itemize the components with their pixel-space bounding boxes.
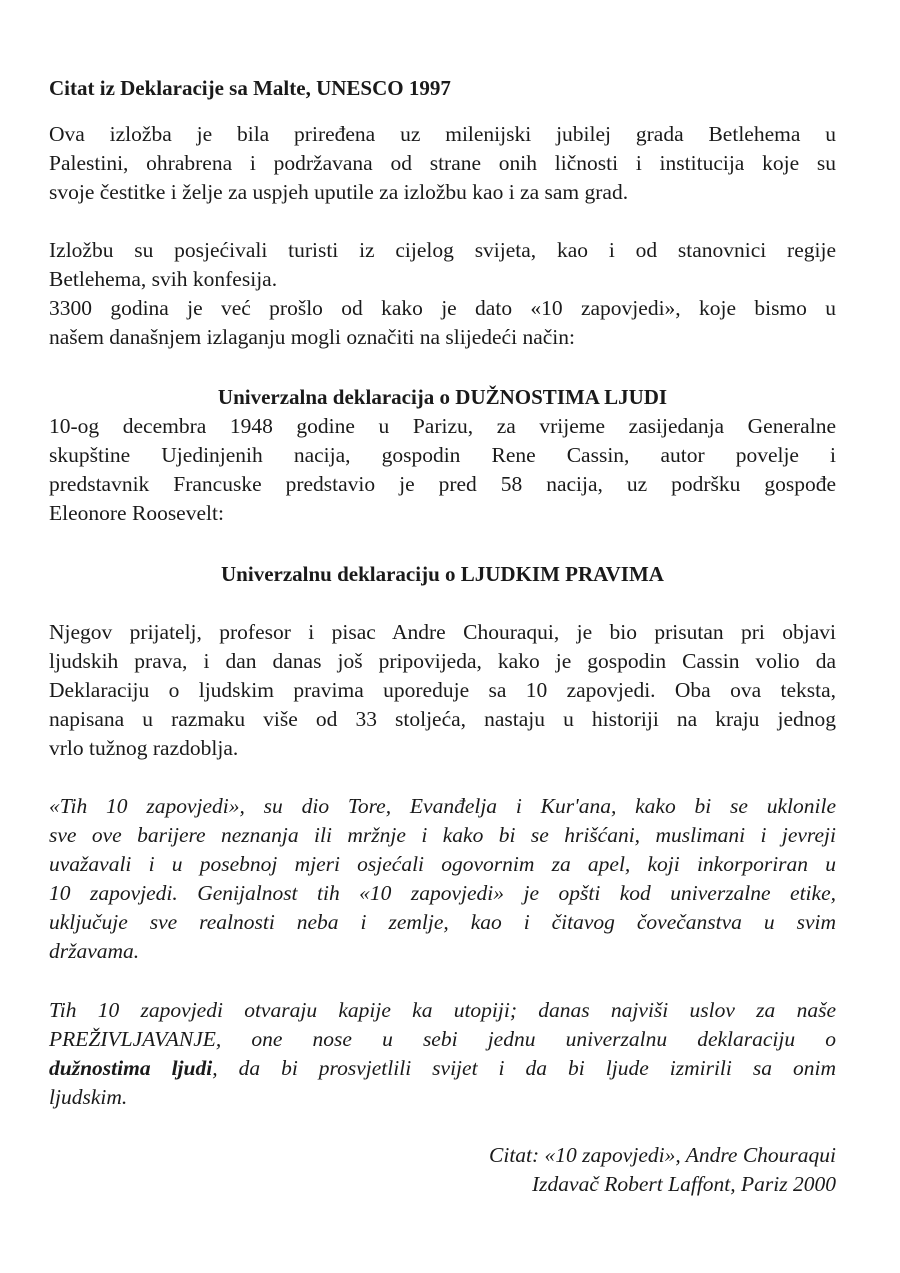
text-line: 10 zapovjedi. Genijalnost tih «10 zapovjedi» je opšti kod univerzalne etike,: [49, 881, 836, 905]
text-line: ljudskim.: [49, 1085, 128, 1109]
document-title: Citat iz Deklaracije sa Malte, UNESCO 1997: [49, 76, 451, 100]
text-line: napisana u razmaku više od 33 stoljeća, nastaju u historiji na kraju jednog: [49, 707, 836, 731]
text-line: 10-og decembra 1948 godine u Parizu, za vrijeme zasijedanja Generalne: [49, 414, 836, 438]
text-line: 3300 godina je već prošlo od kako je dato «10 zapovjedi», koje bismo u: [49, 296, 836, 320]
text-span: , da bi prosvjetlili svijet i da bi ljude izmirili sa onim: [212, 1056, 836, 1080]
text-line: uključuje sve realnosti neba i zemlje, kao i čitavog čovečanstva u svim: [49, 910, 836, 934]
text-line: uvažavali i u posebnoj mjeri osjećali ogovornim za apel, koji inkorporiran u: [49, 852, 836, 876]
text-line: državama.: [49, 939, 140, 963]
text-line: Tih 10 zapovjedi otvaraju kapije ka utopiji; danas najviši uslov za naše: [49, 998, 836, 1022]
text-line: Ova izložba je bila priređena uz milenijski jubilej grada Betlehema u: [49, 122, 836, 146]
section-heading-rights: Univerzalnu deklaraciju o LJUDKIM PRAVIMA: [221, 562, 664, 586]
citation-publisher: Izdavač Robert Laffont, Pariz 2000: [532, 1172, 836, 1196]
citation-source: Citat: «10 zapovjedi», Andre Chouraqui: [489, 1143, 836, 1167]
text-line: Palestini, ohrabrena i podržavana od strane onih ličnosti i institucija koje su: [49, 151, 836, 175]
text-line: svoje čestitke i želje za uspjeh uputile za izložbu kao i za sam grad.: [49, 180, 629, 204]
text-line: skupštine Ujedinjenih nacija, gospodin Rene Cassin, autor povelje i: [49, 443, 836, 467]
text-line: Deklaraciju o ljudskim pravima uporeduje sa 10 zapovjedi. Oba ova teksta,: [49, 678, 836, 702]
text-line: ljudskih prava, i dan danas još pripovijeda, kako je gospodin Cassin volio da: [49, 649, 836, 673]
text-line: našem današnjem izlaganju mogli označiti na slijedeći način:: [49, 325, 575, 349]
text-line: Njegov prijatelj, profesor i pisac Andre Chouraqui, je bio prisutan pri objavi: [49, 620, 836, 644]
section-heading-duties: Univerzalna deklaracija o DUŽNOSTIMA LJUDI: [217, 385, 668, 409]
text-line: PREŽIVLJAVANJE, one nose u sebi jednu univerzalnu deklaraciju o: [49, 1027, 836, 1051]
text-line: Betlehema, svih konfesija.: [49, 267, 278, 291]
text-line: Izložbu su posjećivali turisti iz cijelog svijeta, kao i od stanovnici regije: [49, 238, 836, 262]
text-line: [49, 1055, 836, 1081]
text-line: sve ove barijere neznanja ili mržnje i kako bi se hrišćani, muslimani i jevreji: [49, 823, 836, 847]
text-line: Eleonore Roosevelt:: [49, 501, 224, 525]
text-line: predstavnik Francuske predstavio je pred 58 nacija, uz podršku gospođe: [49, 472, 836, 496]
text-line: «Tih 10 zapovjedi», su dio Tore, Evanđelja i Kur'ana, kako bi se uklonile: [49, 794, 836, 818]
text-line: vrlo tužnog razdoblja.: [49, 736, 239, 760]
emphasis-duties: dužnostima ljudi: [49, 1056, 213, 1080]
